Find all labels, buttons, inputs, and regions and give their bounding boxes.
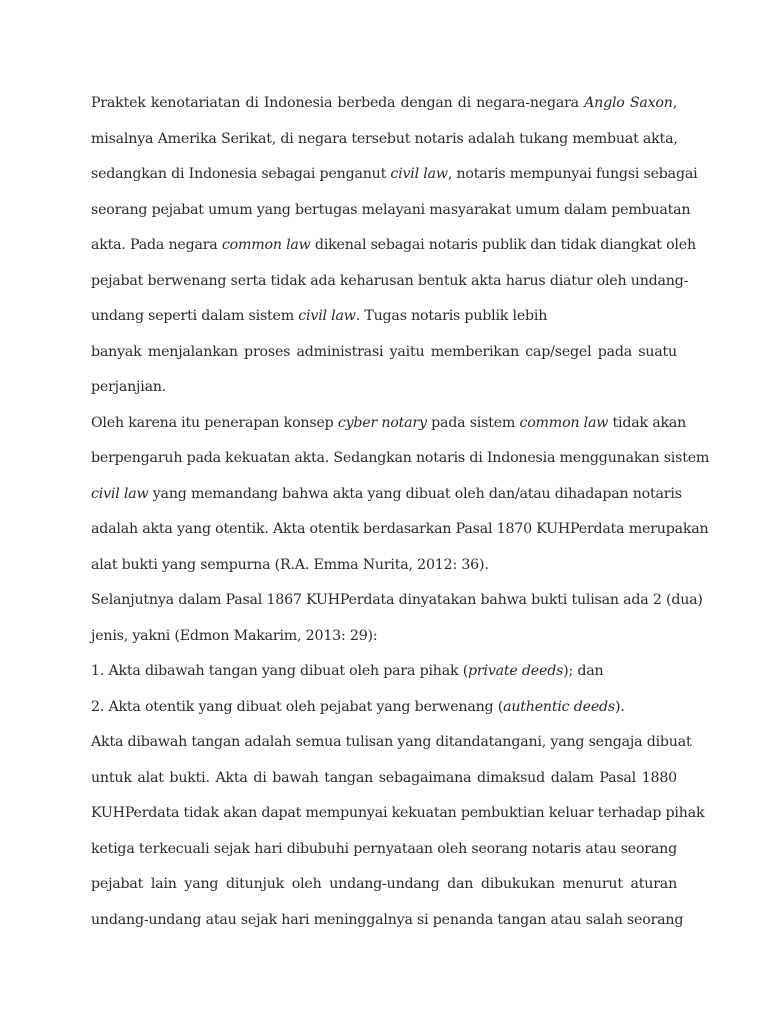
italic-text: common law <box>519 414 609 431</box>
italic-text: authentic deeds <box>503 698 615 715</box>
text-run: tidak akan <box>608 414 687 431</box>
text-line <box>91 477 682 513</box>
text-line <box>91 903 684 939</box>
text-run: seorang pejabat umum yang bertugas melayani masyarakat umum dalam pembuatan <box>91 201 691 218</box>
text-run: dikenal sebagai notaris publik dan tidak diangkat oleh <box>310 237 696 253</box>
text-line <box>91 193 691 229</box>
text-line <box>91 761 677 797</box>
text-run: adalah akta yang otentik. Akta otentik berdasarkan Pasal 1870 KUHPerdata merupakan <box>91 521 709 537</box>
text-run: pejabat lain yang ditunjuk oleh undang-undang dan dibukukan menurut aturan <box>91 876 677 892</box>
document-page <box>91 86 710 938</box>
text-run: Praktek kenotariatan di Indonesia berbeda dengan di negara-negara <box>91 95 585 111</box>
text-run: misalnya Amerika Serikat, di negara tersebut notaris adalah tukang membuat akta, <box>91 130 678 147</box>
text-run: 1. Akta dibawah tangan yang dibuat oleh para pihak ( <box>91 663 469 679</box>
text-run: banyak menjalankan proses administrasi yaitu memberikan cap/segel pada suatu <box>91 343 677 360</box>
text-run: 2. Akta otentik yang dibuat oleh pejabat yang berwenang ( <box>91 698 504 715</box>
text-line <box>91 796 705 832</box>
text-run: ); dan <box>563 663 604 679</box>
text-line <box>91 335 677 371</box>
text-run: yang memandang bahwa akta yang dibuat oleh dan/atau dihadapan notaris <box>148 485 682 502</box>
italic-text: Anglo Saxon <box>584 95 673 111</box>
text-run: perjanjian. <box>91 379 167 395</box>
text-run: ). <box>614 698 625 715</box>
text-line <box>91 512 709 548</box>
text-line <box>91 832 677 868</box>
text-run: untuk alat bukti. Akta di bawah tangan sebagaimana dimaksud dalam Pasal 1880 <box>91 769 677 786</box>
text-run: jenis, yakni (Edmon Makarim, 2013: 29): <box>91 627 378 644</box>
italic-text: civil law <box>91 485 149 502</box>
text-run: Oleh karena itu penerapan konsep <box>91 414 338 431</box>
italic-text: civil law <box>298 308 356 324</box>
text-run: pada sistem <box>426 414 520 431</box>
italic-text: private deeds <box>468 663 564 679</box>
text-line <box>91 264 689 300</box>
text-line <box>91 725 692 761</box>
text-run: berpengaruh pada kekuatan akta. Sedangkan notaris di Indonesia menggunakan sistem <box>91 450 710 466</box>
text-run: KUHPerdata tidak akan dapat mempunyai kekuatan pembuktian keluar terhadap pihak <box>91 805 705 821</box>
text-run: pejabat berwenang serta tidak ada keharusan bentuk akta harus diatur oleh undang- <box>91 272 689 289</box>
text-run: Akta dibawah tangan adalah semua tulisan yang ditandatangani, yang sengaja dibuat <box>91 734 692 750</box>
text-run: undang-undang atau sejak hari meninggalnya si penanda tangan atau salah seorang <box>91 911 684 928</box>
text-line <box>91 299 677 335</box>
text-run: alat bukti yang sempurna (R.A. Emma Nurita, 2012: 36). <box>91 556 489 573</box>
text-line <box>91 867 677 903</box>
text-run: . Tugas notaris publik lebih <box>355 308 548 324</box>
text-run: , notaris mempunyai fungsi sebagai <box>447 166 698 182</box>
text-line <box>91 690 677 726</box>
text-run: Selanjutnya dalam Pasal 1867 KUHPerdata dinyatakan bahwa bukti tulisan ada 2 (dua) <box>91 592 703 608</box>
text-line <box>91 86 677 122</box>
text-line <box>91 406 687 442</box>
text-run: , <box>672 95 677 111</box>
text-line <box>91 548 677 584</box>
text-run: undang seperti dalam sistem <box>91 308 299 324</box>
text-line <box>91 370 677 406</box>
text-line <box>91 583 703 619</box>
italic-text: cyber notary <box>337 414 427 431</box>
text-run: akta. Pada negara <box>91 237 222 253</box>
text-line <box>91 157 698 193</box>
italic-text: civil law <box>390 166 448 182</box>
italic-text: common law <box>221 237 311 253</box>
text-line <box>91 654 677 690</box>
text-run: sedangkan di Indonesia sebagai penganut <box>91 166 391 182</box>
text-line <box>91 619 677 655</box>
text-line <box>91 441 710 477</box>
text-run: ketiga terkecuali sejak hari dibubuhi pernyataan oleh seorang notaris atau seorang <box>91 840 677 857</box>
text-line <box>91 122 677 158</box>
text-line <box>91 228 696 264</box>
